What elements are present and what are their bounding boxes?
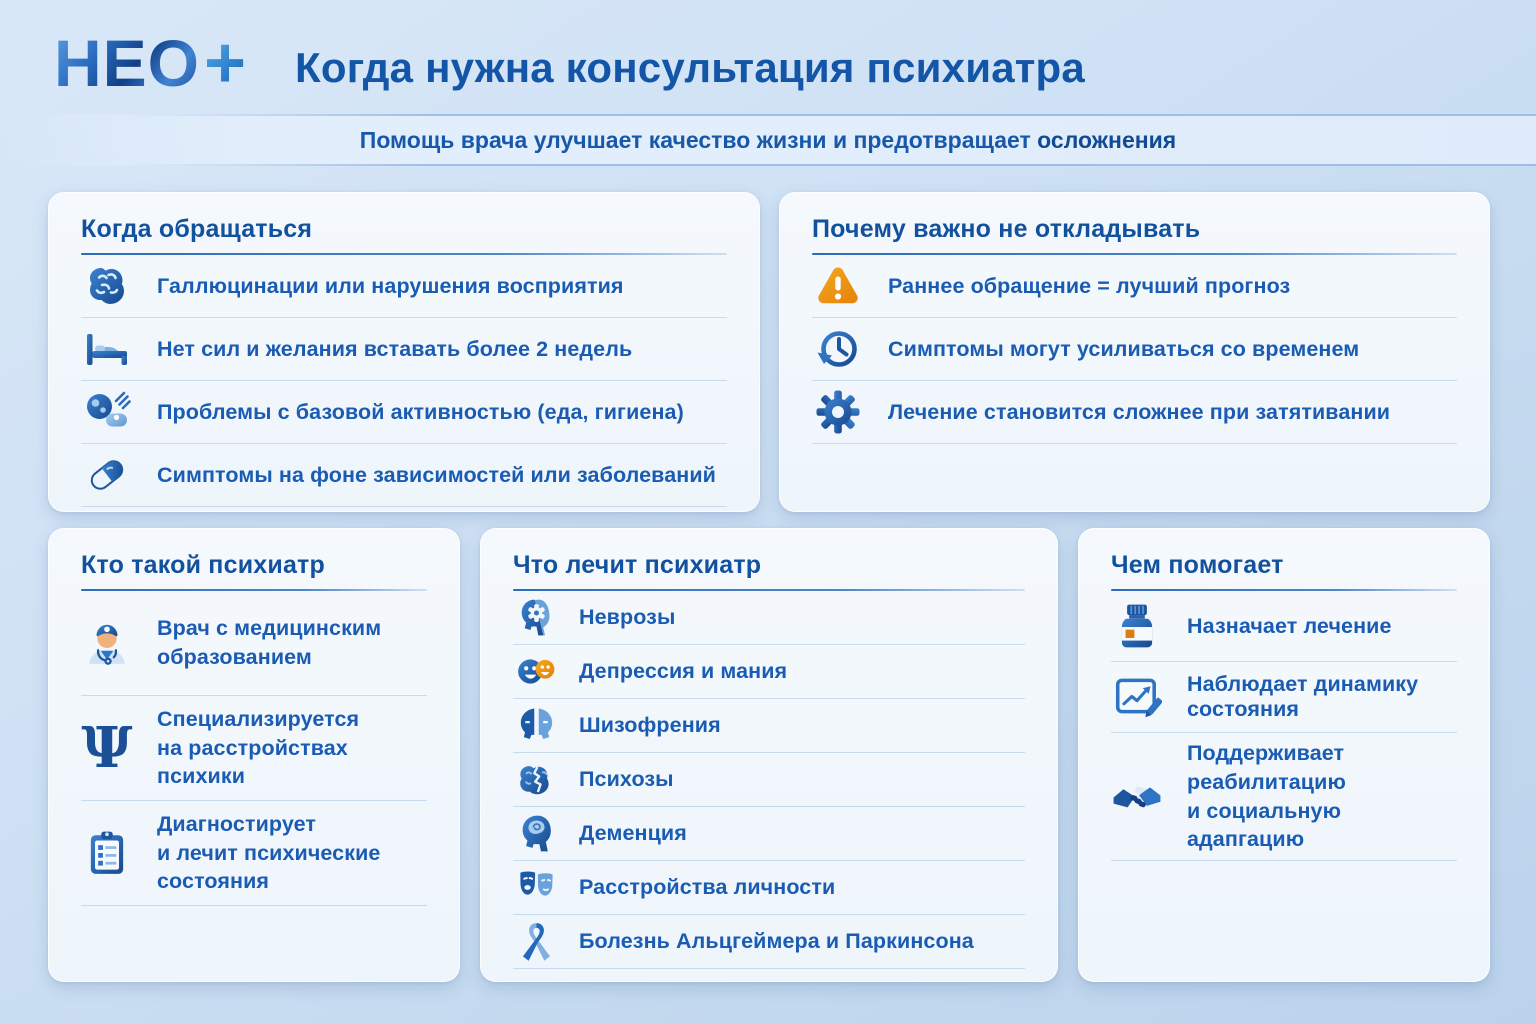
card-how-helps [1078, 528, 1490, 982]
card-who-is-psychiatrist [48, 528, 460, 982]
item-text: Проблемы с базовой активностью (еда, гигиена) [157, 399, 684, 424]
list-item [81, 591, 427, 696]
card-title: Чем помогает [1111, 551, 1284, 579]
list-item [1111, 662, 1457, 733]
list-item [81, 318, 727, 381]
card-title: Почему важно не откладывать [812, 215, 1201, 243]
list-item [513, 861, 1025, 915]
clipboard-icon [81, 828, 133, 878]
list-item [513, 807, 1025, 861]
brand-logo [54, 22, 247, 103]
item-text: Поддерживает реабилитацию и социальную адапгацию [1187, 741, 1346, 852]
list-item [81, 255, 727, 318]
chart-icon [1111, 672, 1163, 722]
card-when-to-seek-help [48, 192, 760, 512]
item-text: Диагностирует и лечит психические состояния [157, 811, 381, 894]
subtitle-emphasis: осложнения [1037, 127, 1177, 153]
capsule-icon [81, 451, 133, 499]
list-item [513, 699, 1025, 753]
gear-icon [812, 388, 864, 436]
list-item [812, 255, 1457, 318]
page-subtitle [0, 114, 1536, 166]
head-gear-icon [513, 596, 559, 639]
card-what-psychiatrist-treats [480, 528, 1058, 982]
list-item [81, 696, 427, 801]
item-text: Наблюдает динамику состояния [1187, 672, 1419, 721]
item-text: Симптомы могут усиливаться со временем [888, 336, 1360, 361]
item-text: Депрессия и мания [579, 659, 788, 683]
card-title: Когда обращаться [81, 215, 313, 243]
meal-icon [81, 388, 133, 436]
item-text: Деменция [579, 821, 687, 845]
dementia-head-icon [513, 812, 559, 855]
subtitle-band [0, 114, 1536, 166]
subtitle-main: Помощь врача улучшает качество жизни и предотвращает [359, 127, 1031, 153]
list-item [513, 753, 1025, 807]
history-clock-icon [812, 325, 864, 373]
medicine-bottle-icon [1111, 601, 1163, 651]
brain-icon [81, 262, 133, 310]
plus-icon: + [204, 22, 247, 103]
handshake-icon [1111, 772, 1163, 822]
card-title: Кто такой психиатр [81, 551, 325, 579]
item-text: Врач с медицинским образованием [157, 616, 382, 669]
page-title: Когда нужна консультация психиатра [295, 44, 1085, 91]
list-item [1111, 591, 1457, 662]
item-text: Галлюцинации или нарушения восприятия [157, 273, 624, 298]
theater-masks-icon [513, 866, 559, 909]
item-text: Болезнь Альцгеймера и Паркинсона [579, 929, 974, 953]
item-text: Назначает лечение [1187, 613, 1392, 638]
card-title: Что лечит психиатр [513, 551, 762, 579]
card-why-not-delay [779, 192, 1490, 512]
item-text: Нет сил и желания вставать более 2 недель [157, 336, 633, 361]
item-text: Специализируется на расстройствах психики [157, 706, 360, 789]
item-text: Лечение становится сложнее при затятивании [888, 399, 1391, 424]
brain-crack-icon [513, 758, 559, 801]
list-item [812, 381, 1457, 444]
item-text: Неврозы [579, 605, 676, 629]
awareness-ribbon-icon [513, 920, 559, 963]
mood-faces-icon [513, 650, 559, 693]
item-text: Шизофрения [579, 713, 721, 737]
list-item [812, 318, 1457, 381]
item-text: Психозы [579, 767, 674, 791]
list-item [1111, 733, 1457, 861]
item-text: Раннее обращение = лучший прогноз [888, 273, 1291, 298]
item-text: Симптомы на фоне зависимостей или заболеваний [157, 462, 716, 487]
list-item [513, 591, 1025, 645]
psi-icon: Ψ [81, 715, 133, 781]
list-item [81, 381, 727, 444]
warning-icon [812, 262, 864, 310]
brand-logo-text: НЕО [54, 26, 201, 100]
split-head-icon [513, 704, 559, 747]
doctor-icon [81, 618, 133, 668]
list-item [513, 645, 1025, 699]
bed-icon [81, 325, 133, 373]
list-item [81, 444, 727, 507]
item-text: Расстройства личности [579, 875, 836, 899]
list-item [513, 915, 1025, 969]
list-item [81, 801, 427, 906]
